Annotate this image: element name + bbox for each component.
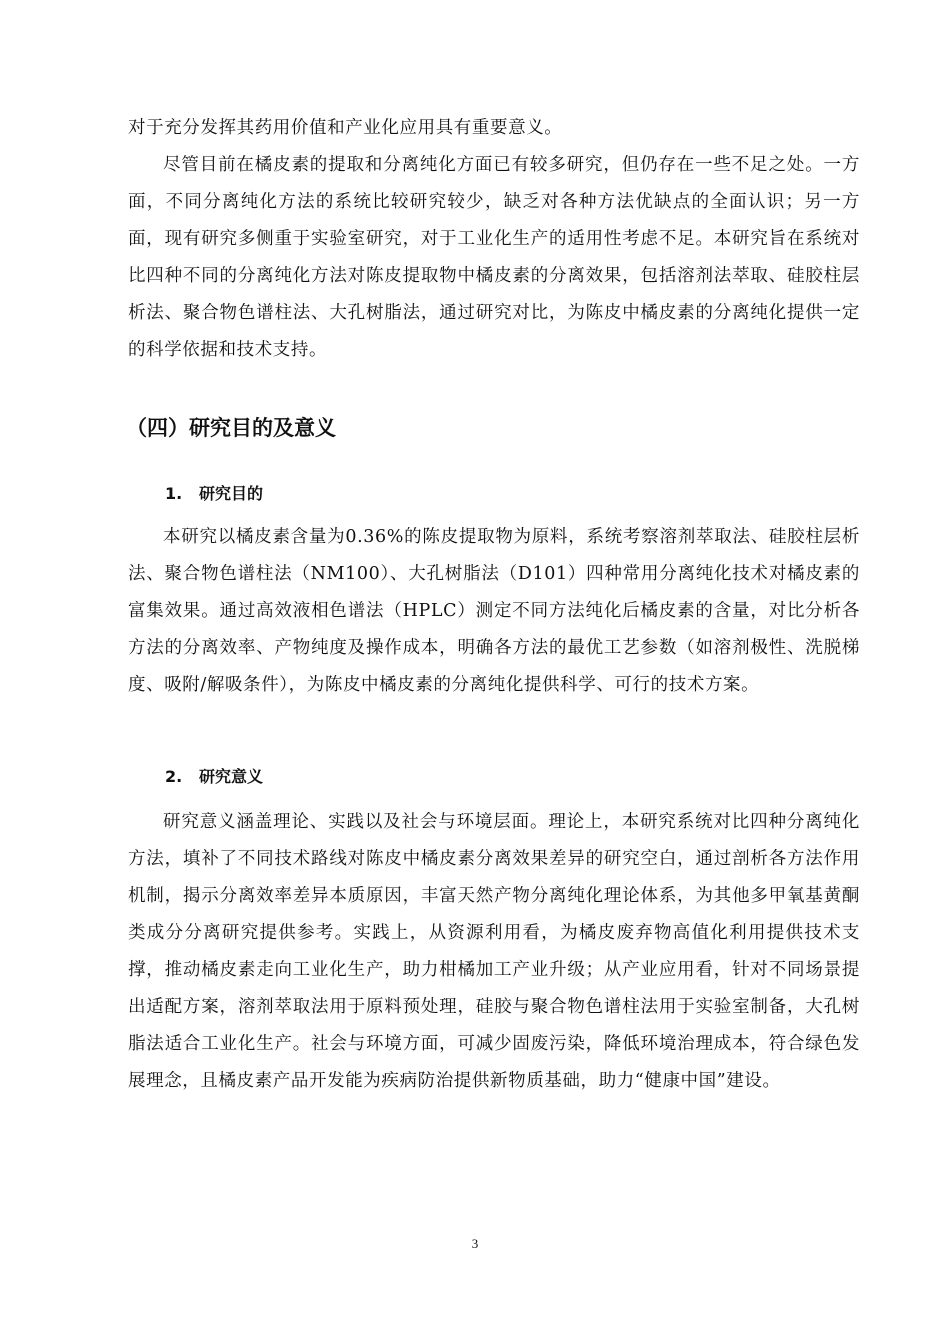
- subsection-heading-significance: [165, 762, 263, 792]
- subsection-number: 2.: [165, 767, 183, 786]
- subsection-heading-purpose: [165, 479, 263, 509]
- subsection-title: 研究意义: [199, 767, 264, 786]
- background-paragraph: 尽管目前在橘皮素的提取和分离纯化方面已有较多研究，但仍存在一些不足之处。一方面，不同分离纯化方法的系统比较研究较少，缺乏对各种方法优缺点的全面认识；另一方面，现有研究多侧重于实验室研究，对于工业化生产的适用性考虑不足。本研究旨在系统对比四种不同的分离纯化方法对陈皮提取物中橘皮素的分离效果，包括溶剂法萃取、硅胶柱层析法、聚合物色谱柱法、大孔树脂法，通过研究对比，为陈皮中橘皮素的分离纯化提供一定的科学依据和技术支持。: [128, 155, 860, 360]
- section-heading: （四）研究目的及意义: [126, 416, 336, 440]
- significance-paragraph: 研究意义涵盖理论、实践以及社会与环境层面。理论上，本研究系统对比四种分离纯化方法，填补了不同技术路线对陈皮中橘皮素分离效果差异的研究空白，通过剖析各方法作用机制，揭示分离效率差异本质原因，丰富天然产物分离纯化理论体系，为其他多甲氧基黄酮类成分分离研究提供参考。实践上，从资源利用看，为橘皮废弃物高值化利用提供技术支撑，推动橘皮素走向工业化生产，助力柑橘加工产业升级；从产业应用看，针对不同场景提出适配方案，溶剂萃取法用于原料预处理，硅胶与聚合物色谱柱法用于实验室制备，大孔树脂法适合工业化生产。社会与环境方面，可减少固废污染，降低环境治理成本，符合绿色发展理念，且橘皮素产品开发能为疾病防治提供新物质基础，助力“健康中国”建设。: [128, 812, 860, 1091]
- subsection-title: 研究目的: [199, 484, 264, 503]
- subsection-number: 1.: [165, 484, 183, 503]
- continued-paragraph: 对于充分发挥其药用价值和产业化应用具有重要意义。: [128, 118, 563, 138]
- purpose-paragraph: 本研究以橘皮素含量为0.36%的陈皮提取物为原料，系统考察溶剂萃取法、硅胶柱层析法、聚合物色谱柱法（NM100）、大孔树脂法（D101）四种常用分离纯化技术对橘皮素的富集效果。通过高效液相色谱法（HPLC）测定不同方法纯化后橘皮素的含量，对比分析各方法的分离效率、产物纯度及操作成本，明确各方法的最优工艺参数（如溶剂极性、洗脱梯度、吸附/解吸条件），为陈皮中橘皮素的分离纯化提供科学、可行的技术方案。: [128, 527, 860, 695]
- page-number: 3: [471, 1236, 479, 1251]
